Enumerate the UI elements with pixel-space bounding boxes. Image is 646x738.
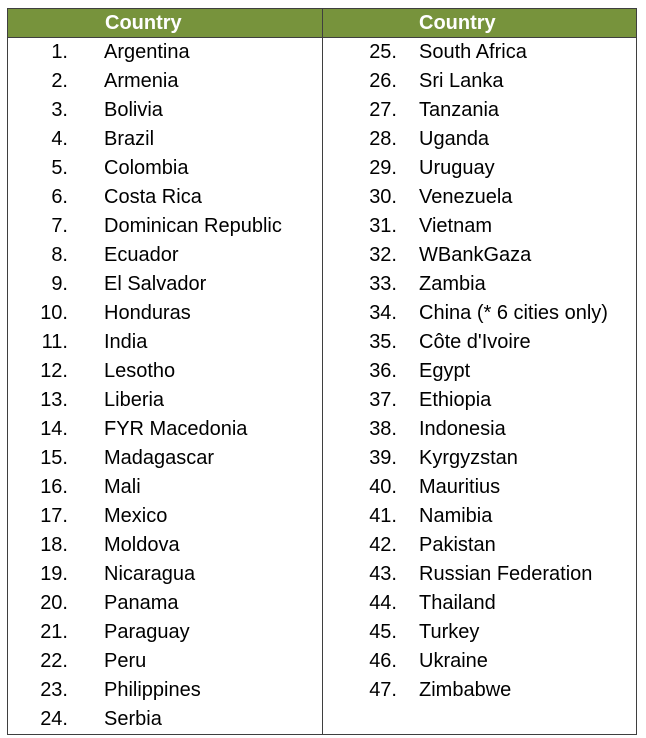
list-item — [323, 125, 636, 154]
item-number: 29. — [369, 157, 397, 179]
item-number: 38. — [369, 418, 397, 440]
item-number: 22. — [40, 650, 68, 672]
country-name: Ukraine — [419, 650, 488, 672]
country-name: India — [104, 331, 148, 353]
item-number: 42. — [369, 534, 397, 556]
country-name: Dominican Republic — [104, 215, 282, 237]
list-item — [8, 502, 322, 531]
item-number: 43. — [369, 563, 397, 585]
item-number: 23. — [40, 679, 68, 701]
country-name: Philippines — [104, 679, 201, 701]
item-number: 16. — [40, 476, 68, 498]
list-item — [323, 618, 636, 647]
item-number: 45. — [369, 621, 397, 643]
list-item — [8, 241, 322, 270]
item-number: 44. — [369, 592, 397, 614]
country-name: Turkey — [419, 621, 480, 643]
list-item — [323, 531, 636, 560]
table-header-row — [8, 9, 636, 38]
item-number: 36. — [369, 360, 397, 382]
list-item — [8, 67, 322, 96]
country-name: Zimbabwe — [419, 679, 512, 701]
country-name: Venezuela — [419, 186, 513, 208]
left-column — [8, 38, 323, 734]
country-name: Madagascar — [104, 447, 215, 469]
right-column — [323, 38, 636, 734]
country-name: WBankGaza — [419, 244, 532, 266]
item-number: 37. — [369, 389, 397, 411]
list-item — [323, 560, 636, 589]
list-item — [8, 357, 322, 386]
list-item — [323, 67, 636, 96]
list-item — [323, 212, 636, 241]
country-name: Kyrgyzstan — [419, 447, 518, 469]
item-number: 32. — [369, 244, 397, 266]
list-item — [8, 183, 322, 212]
item-number: 39. — [369, 447, 397, 469]
item-number: 5. — [51, 157, 68, 179]
item-number: 27. — [369, 99, 397, 121]
list-item — [323, 589, 636, 618]
country-name: Moldova — [104, 534, 180, 556]
country-name: Côte d'Ivoire — [419, 331, 531, 353]
item-number: 13. — [40, 389, 68, 411]
country-name: China (* 6 cities only) — [419, 302, 608, 324]
list-item — [8, 618, 322, 647]
list-item — [8, 386, 322, 415]
list-item — [8, 589, 322, 618]
list-item — [8, 676, 322, 705]
list-item — [323, 328, 636, 357]
item-number: 8. — [51, 244, 68, 266]
country-name: Indonesia — [419, 418, 506, 440]
list-item — [8, 560, 322, 589]
item-number: 41. — [369, 505, 397, 527]
item-number: 47. — [369, 679, 397, 701]
list-item — [8, 299, 322, 328]
item-number: 30. — [369, 186, 397, 208]
country-name: Mexico — [104, 505, 168, 527]
column-header-left: Country — [8, 9, 323, 37]
country-name: Ethiopia — [419, 389, 492, 411]
country-name: Paraguay — [104, 621, 190, 643]
list-item — [323, 241, 636, 270]
country-name: Brazil — [104, 128, 155, 150]
item-number: 18. — [40, 534, 68, 556]
item-number: 28. — [369, 128, 397, 150]
item-number: 9. — [51, 273, 68, 295]
list-item — [323, 647, 636, 676]
item-number: 2. — [51, 70, 68, 92]
country-table — [7, 8, 637, 735]
list-item — [8, 38, 322, 67]
item-number: 24. — [40, 708, 68, 730]
list-item — [8, 96, 322, 125]
country-name: Thailand — [419, 592, 496, 614]
item-number: 20. — [40, 592, 68, 614]
item-number: 31. — [369, 215, 397, 237]
list-item — [323, 96, 636, 125]
list-item — [8, 125, 322, 154]
country-name: Liberia — [104, 389, 165, 411]
item-number: 35. — [369, 331, 397, 353]
item-number: 46. — [369, 650, 397, 672]
item-number: 17. — [40, 505, 68, 527]
country-name: Serbia — [104, 708, 162, 730]
country-name: Colombia — [104, 157, 189, 179]
list-item — [8, 647, 322, 676]
list-item — [323, 270, 636, 299]
table-body — [8, 38, 636, 734]
list-item — [8, 212, 322, 241]
country-name: Namibia — [419, 505, 493, 527]
list-item — [323, 386, 636, 415]
country-name: Ecuador — [104, 244, 179, 266]
list-item — [323, 676, 636, 705]
item-number: 34. — [369, 302, 397, 324]
item-number: 15. — [40, 447, 68, 469]
item-number: 3. — [51, 99, 68, 121]
list-item — [323, 299, 636, 328]
item-number: 26. — [369, 70, 397, 92]
item-number: 25. — [369, 41, 397, 63]
country-name: Panama — [104, 592, 179, 614]
list-item — [323, 473, 636, 502]
item-number: 7. — [51, 215, 68, 237]
country-name: Armenia — [104, 70, 179, 92]
country-name: Argentina — [104, 41, 190, 63]
country-name: Bolivia — [104, 99, 163, 121]
item-number: 40. — [369, 476, 397, 498]
country-name: Sri Lanka — [419, 70, 504, 92]
item-number: 19. — [40, 563, 68, 585]
country-name: Mali — [104, 476, 141, 498]
list-item — [323, 502, 636, 531]
country-name: Uganda — [419, 128, 490, 150]
item-number: 6. — [51, 186, 68, 208]
item-number: 1. — [51, 41, 68, 63]
country-name: Honduras — [104, 302, 191, 324]
item-number: 10. — [40, 302, 68, 324]
list-item — [8, 531, 322, 560]
item-number: 21. — [40, 621, 68, 643]
column-header-right: Country — [419, 12, 496, 34]
country-name: Egypt — [419, 360, 471, 382]
item-number: 4. — [51, 128, 68, 150]
list-item — [8, 270, 322, 299]
list-item — [8, 705, 322, 734]
country-name: Nicaragua — [104, 563, 196, 585]
item-number: 14. — [40, 418, 68, 440]
item-number: 12. — [40, 360, 68, 382]
country-name: Costa Rica — [104, 186, 202, 208]
list-item — [323, 415, 636, 444]
country-name: Vietnam — [419, 215, 493, 237]
list-item — [323, 444, 636, 473]
country-name: Uruguay — [419, 157, 495, 179]
list-item — [8, 154, 322, 183]
country-name: Russian Federation — [419, 563, 593, 585]
country-name: South Africa — [419, 41, 527, 63]
country-name: Pakistan — [419, 534, 496, 556]
item-number: 11. — [41, 331, 68, 353]
list-item — [323, 154, 636, 183]
list-item — [8, 415, 322, 444]
country-name: Mauritius — [419, 476, 501, 498]
list-item — [8, 473, 322, 502]
list-item — [8, 444, 322, 473]
country-name: FYR Macedonia — [104, 418, 248, 440]
list-item — [323, 183, 636, 212]
list-item — [8, 328, 322, 357]
country-name: Peru — [104, 650, 147, 672]
item-number: 33. — [369, 273, 397, 295]
country-name: Tanzania — [419, 99, 500, 121]
country-name: El Salvador — [104, 273, 207, 295]
list-item — [323, 357, 636, 386]
list-item — [323, 38, 636, 67]
country-name: Lesotho — [104, 360, 176, 382]
country-name: Zambia — [419, 273, 486, 295]
